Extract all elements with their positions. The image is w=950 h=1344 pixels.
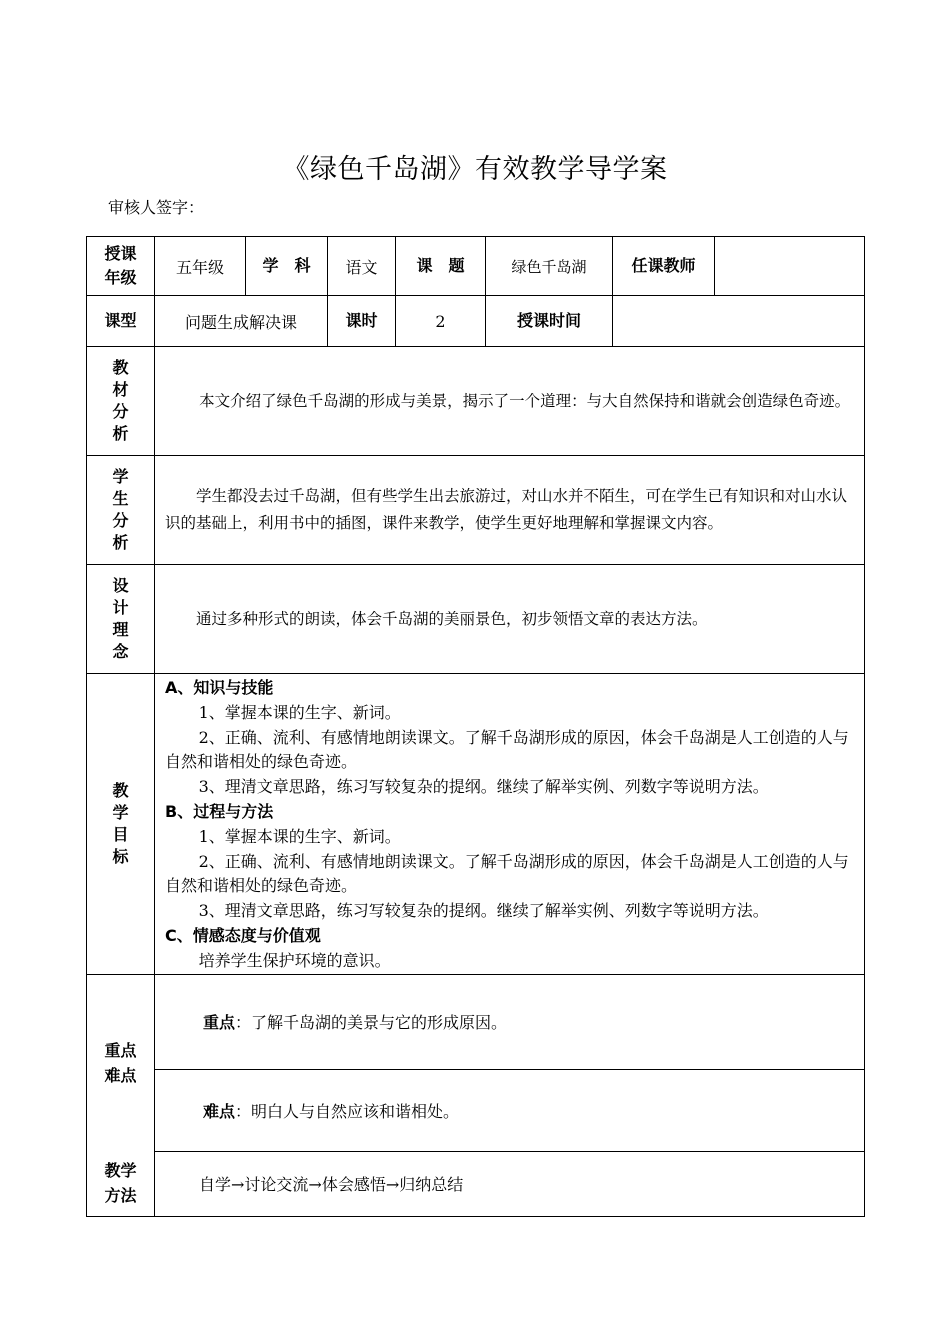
- student-analysis-label-cell: [87, 456, 155, 565]
- key-point-label: 重点: [203, 1013, 236, 1033]
- topic-value: 绿色千岛湖: [486, 237, 613, 296]
- key-points-label-cell: [87, 974, 155, 1151]
- design-concept-text: 通过多种形式的朗读，体会千岛湖的美丽景色，初步领悟文章的表达方法。: [196, 609, 708, 628]
- teaching-goals-cell: [155, 674, 865, 975]
- goals-c-item: 培养学生保护环境的意识。: [198, 950, 391, 970]
- table-row-teaching-method: [87, 1151, 865, 1216]
- topic-label: 课 题: [396, 237, 486, 296]
- key-point-cell: [155, 974, 865, 1069]
- material-analysis-label-cell: [87, 347, 155, 456]
- grade-label-cell: [87, 237, 155, 296]
- teaching-method-text: 自学→讨论交流→体会感悟→归纳总结: [199, 1175, 464, 1195]
- table-row-design-concept: [87, 565, 865, 674]
- type-value: 问题生成解决课: [155, 296, 328, 347]
- teaching-goals-label-cell: [87, 674, 155, 975]
- material-analysis-cell: [155, 347, 865, 456]
- page-title: 《绿色千岛湖》有效教学导学案: [282, 154, 668, 185]
- teaching-goals-label: 教学目标: [112, 780, 129, 866]
- goals-b-item: 3、理清文章思路，练习写较复杂的提纲。继续了解举实例、列数字等说明方法。: [198, 901, 769, 921]
- time-label: 授课时间: [486, 296, 613, 347]
- goals-a-item: 3、理清文章思路，练习写较复杂的提纲。继续了解举实例、列数字等说明方法。: [198, 777, 769, 797]
- difficulty-text: ：明白人与自然应该和谐相处。: [235, 1101, 460, 1121]
- goals-section-c-title: C、情感态度与价值观: [165, 925, 321, 945]
- goals-a-item: 1、掌握本课的生字、新词。: [198, 702, 401, 722]
- table-row-course-info: [87, 296, 865, 347]
- teaching-method-label: 教学方法: [104, 1161, 137, 1206]
- student-analysis-text: 学生都没去过千岛湖，但有些学生出去旅游过，对山水并不陌生，可在学生已有知识和对山水认识的基础上，利用书中的插图，课件来教学，使学生更好地理解和掌握课文内容。: [165, 487, 848, 532]
- material-analysis-label: 教材分析: [112, 358, 129, 443]
- goals-section-b-title: B、过程与方法: [165, 801, 274, 821]
- goals-b-item: 1、掌握本课的生字、新词。: [198, 826, 401, 846]
- reviewer-signature-label: 审核人签字：: [108, 198, 205, 217]
- key-point-text: ：了解千岛湖的美景与它的形成原因。: [235, 1013, 508, 1033]
- teaching-method-cell: [155, 1151, 865, 1216]
- table-row-material-analysis: [87, 347, 865, 456]
- subject-value: 语文: [328, 237, 396, 296]
- difficulty-cell: [155, 1069, 865, 1151]
- key-points-label: 重点难点: [104, 1040, 137, 1085]
- goals-a-item: 2、正确、流利、有感情地朗读课文。了解千岛湖形成的原因，体会千岛湖是人工创造的人与自然和谐相处的绿色奇迹。: [165, 727, 849, 772]
- table-row-student-analysis: [87, 456, 865, 565]
- design-concept-label-cell: [87, 565, 155, 674]
- hours-label: 课时: [328, 296, 396, 347]
- subject-label: 学 科: [246, 237, 328, 296]
- type-label: 课型: [87, 296, 155, 347]
- material-analysis-text: 本文介绍了绿色千岛湖的形成与美景，揭示了一个道理：与大自然保持和谐就会创造绿色奇迹。: [199, 391, 851, 410]
- hours-value: 2: [396, 296, 486, 347]
- time-value[interactable]: [613, 296, 865, 347]
- goals-b-item: 2、正确、流利、有感情地朗读课文。了解千岛湖形成的原因，体会千岛湖是人工创造的人与自然和谐相处的绿色奇迹。: [165, 851, 849, 896]
- table-row-key-point: [87, 974, 865, 1069]
- student-analysis-label: 学生分析: [112, 467, 129, 552]
- teacher-value[interactable]: [715, 237, 865, 296]
- table-row-teaching-goals: [87, 674, 865, 975]
- goals-section-a-title: A、知识与技能: [165, 678, 274, 697]
- table-row-basic-info: [87, 237, 865, 296]
- student-analysis-cell: [155, 456, 865, 565]
- grade-value: 五年级: [155, 237, 246, 296]
- difficulty-label: 难点: [203, 1101, 236, 1121]
- lesson-plan-table: [86, 236, 865, 1217]
- design-concept-label: 设计理念: [112, 576, 129, 661]
- teacher-label: 任课教师: [613, 237, 715, 296]
- design-concept-cell: [155, 565, 865, 674]
- table-row-difficulty: [87, 1069, 865, 1151]
- grade-label: 授课年级: [104, 244, 137, 287]
- teaching-method-label-cell: [87, 1151, 155, 1216]
